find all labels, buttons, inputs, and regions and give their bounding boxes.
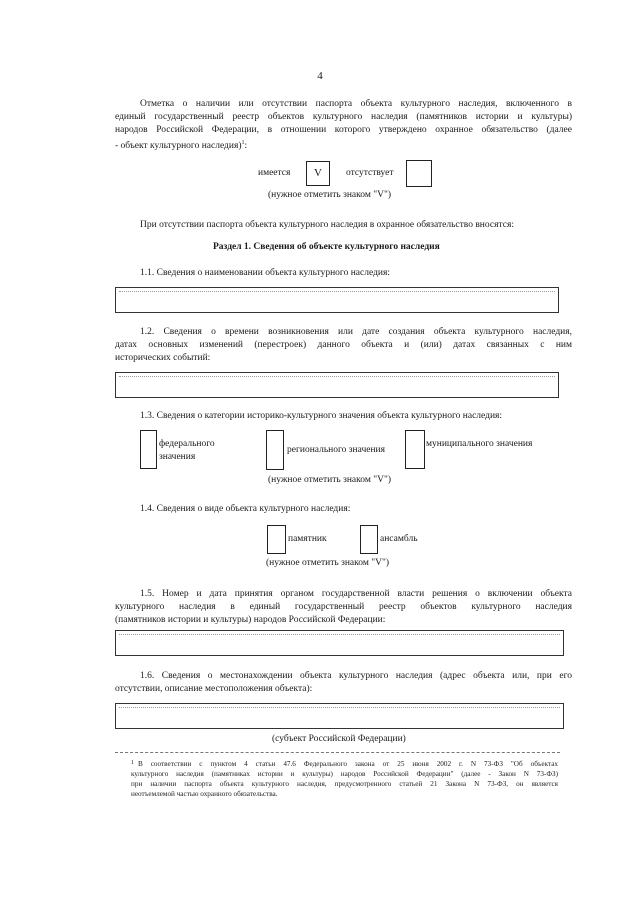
s1-3-municipal-label: муниципального значения	[426, 439, 533, 449]
s1-2-dates-field[interactable]	[115, 372, 559, 398]
s1-5-decision-field[interactable]	[115, 630, 564, 656]
footnote-line-3: при наличии паспорта объекта культурного наследия, предусмотренного статьей 21 Закона N 73-ФЗ, он является	[131, 780, 558, 788]
s1-3-regional-label: регионального значения	[287, 445, 385, 455]
s1-1-label: 1.1. Сведения о наименовании объекта культурного наследия:	[140, 268, 390, 278]
s1-2-line-2: датах основных изменений (перестроек) данного объекта и (или) датах связанных с ним	[115, 340, 572, 350]
s1-5-line-1: 1.5. Номер и дата принятия органом государственной власти решения о включении объекта	[140, 589, 572, 599]
section-title: Раздел 1. Сведения об объекте культурного наследия	[213, 242, 440, 252]
s1-4-ensemble-label: ансамбль	[380, 534, 418, 544]
footnote-ref: 1	[241, 140, 245, 146]
s1-3-federal-label-1: федерального	[159, 439, 215, 449]
s1-4-label: 1.4. Сведения о виде объекта культурного наследия:	[140, 504, 351, 514]
s1-4-hint: (нужное отметить знаком "V")	[266, 558, 389, 568]
s1-4-ensemble-checkbox[interactable]	[360, 525, 378, 554]
page-number: 4	[317, 70, 323, 82]
passport-absent-checkbox[interactable]	[406, 160, 432, 187]
intro-line-1: Отметка о наличии или отсутствии паспорта объекта культурного наследия, включенного в	[140, 99, 572, 109]
intro-line-4-text: - объект культурного наследия)	[115, 141, 242, 152]
footnote-line-4: неотъемлемой частью охранного обязательства.	[131, 790, 278, 798]
footnote-separator	[115, 752, 560, 753]
s1-4-monument-checkbox[interactable]	[267, 525, 286, 554]
s1-6-line-1: 1.6. Сведения о местонахождении объекта культурного наследия (адрес объекта или, при его	[140, 671, 572, 681]
s1-3-regional-checkbox[interactable]	[266, 430, 284, 470]
s1-2-line-3: исторических событий:	[115, 353, 211, 363]
s1-2-line-1: 1.2. Сведения о времени возникновения или дате создания объекта культурного наследия,	[140, 327, 572, 337]
passport-hint: (нужное отметить знаком "V")	[268, 190, 391, 200]
intro-line-3: народов Российской Федерации, в отношении которого утверждено охранное обязательство (далее	[115, 125, 572, 135]
passport-absent-label: отсутствует	[346, 168, 394, 178]
intro-line-4	[115, 137, 247, 153]
s1-6-subject-caption: (субъект Российской Федерации)	[272, 734, 406, 744]
s1-5-line-3: (памятников истории и культуры) народов Российской Федерации:	[115, 615, 386, 625]
footnote-marker: 1	[131, 760, 134, 766]
passport-has-checkbox[interactable]: V	[306, 161, 330, 186]
s1-3-federal-label-2: значения	[159, 452, 196, 462]
s1-3-hint: (нужное отметить знаком "V")	[268, 475, 391, 485]
intro-colon: :	[244, 141, 248, 152]
s1-3-municipal-checkbox[interactable]	[405, 430, 425, 469]
s1-1-name-field[interactable]	[115, 287, 559, 313]
intro-line-2: единый государственный реестр объектов культурного наследия (памятников истории и культуры)	[115, 112, 572, 122]
s1-6-subject-field[interactable]	[115, 703, 564, 729]
s1-3-label: 1.3. Сведения о категории историко-культурного значения объекта культурного наследия:	[140, 411, 503, 421]
passport-has-label: имеется	[258, 168, 291, 178]
absence-note: При отсутствии паспорта объекта культурного наследия в охранное обязательство вносятся:	[140, 220, 514, 230]
s1-3-federal-checkbox[interactable]	[140, 430, 157, 469]
footnote-line-2: культурного наследия (памятниках истории и культуры) народов Российской Федерации" (далее - Закон N 73-ФЗ)	[131, 770, 558, 778]
footnote-line-1: В соответствии с пунктом 4 статьи 47.6 Федерального закона от 25 июня 2002 г. N 73-ФЗ "Об объектах	[138, 760, 558, 768]
s1-5-line-2: культурного наследия в единый государственный реестр объектов культурного наследия	[115, 602, 572, 612]
s1-4-monument-label: памятник	[288, 534, 327, 544]
s1-6-line-2: отсутствии, описание местоположения объекта):	[115, 684, 313, 694]
